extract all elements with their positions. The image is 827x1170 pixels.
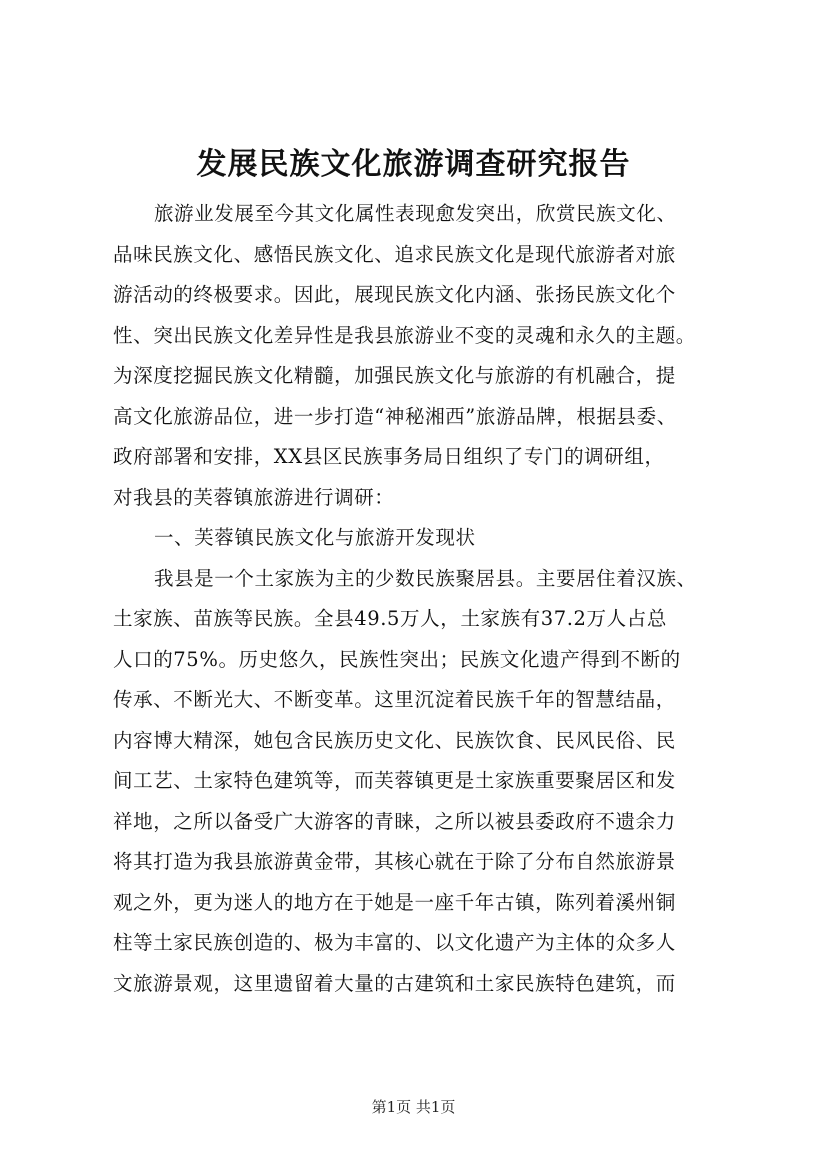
paragraph-line: 游活动的终极要求。因此，展现民族文化内涵、张扬民族文化个	[113, 283, 676, 306]
paragraph-line: 品味民族文化、感悟民族文化、追求民族文化是现代旅游者对旅	[113, 242, 676, 266]
paragraph-line: 土家族、苗族等民族。全县49.5万人，土家族有37.2万人占总	[113, 607, 667, 630]
paragraph-line: 祥地，之所以备受广大游客的青睐，之所以被县委政府不遗余力	[113, 809, 676, 833]
paragraph-line: 人口的75%。历史悠久，民族性突出；民族文化遗产得到不断的	[113, 647, 681, 671]
paragraph-line: 对我县的芙蓉镇旅游进行调研：	[113, 485, 395, 509]
body-paragraph	[113, 559, 719, 1005]
paragraph-line: 文旅游景观，这里遗留着大量的古建筑和土家民族特色建筑，而	[113, 971, 676, 995]
paragraph-line: 观之外，更为迷人的地方在于她是一座千年古镇，陈列着溪州铜	[113, 890, 676, 914]
paragraph-line: 柱等土家民族创造的、极为丰富的、以文化遗产为主体的众多人	[113, 931, 676, 954]
paragraph-line: 性、突出民族文化差异性是我县旅游业不变的灵魂和永久的主题。	[113, 323, 696, 347]
page-footer: 第1页 共1页	[371, 1098, 456, 1116]
paragraph-line: 内容博大精深，她包含民族历史文化、民族饮食、民风民俗、民	[113, 728, 676, 752]
paragraph-line: 我县是一个土家族为主的少数民族聚居县。主要居住着汉族、	[153, 566, 697, 590]
paragraph-line: 为深度挖掘民族文化精髓，加强民族文化与旅游的有机融合，提	[113, 364, 676, 387]
paragraph-line: 间工艺、土家特色建筑等，而芙蓉镇更是土家族重要聚居区和发	[113, 769, 676, 792]
paragraph-line: 政府部署和安排，XX县区民族事务局日组织了专门的调研组，	[113, 445, 665, 468]
paragraph-line: 传承、不断光大、不断变革。这里沉淀着民族千年的智慧结晶，	[113, 688, 676, 711]
paragraph-line: 将其打造为我县旅游黄金带，其核心就在于除了分布自然旅游景	[113, 850, 676, 873]
paragraph-line: 旅游业发展至今其文化属性表现愈发突出，欣赏民族文化、	[153, 202, 677, 225]
document-body	[113, 194, 719, 1004]
paragraph-line: 高文化旅游品位，进一步打造“神秘湘西”旅游品牌，根据县委、	[113, 404, 677, 428]
section-heading: 一、芙蓉镇民族文化与旅游开发现状	[153, 526, 476, 549]
intro-paragraph	[113, 194, 719, 518]
document-title: 发展民族文化旅游调查研究报告	[196, 147, 631, 182]
